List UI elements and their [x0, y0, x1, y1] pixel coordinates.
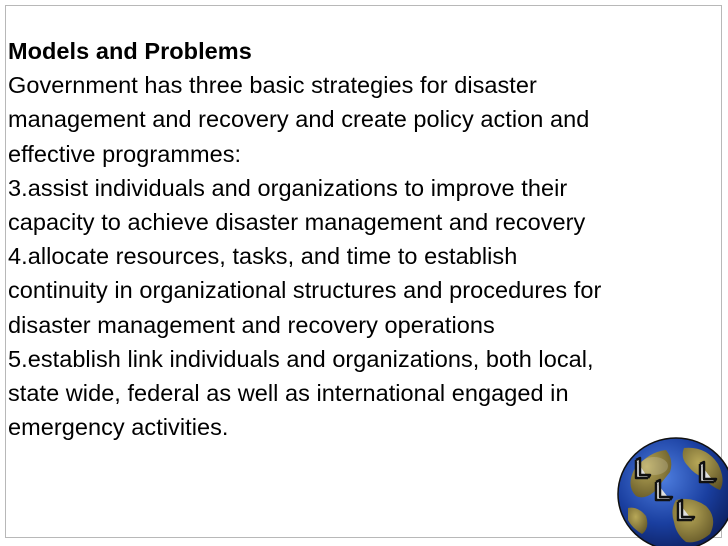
intro-line: management and recovery and create policy action and: [8, 106, 590, 133]
point-4-line: disaster management and recovery operations: [8, 311, 495, 338]
point-4-line: continuity in organizational structures and procedures for: [8, 277, 602, 304]
intro-line: Government has three basic strategies for disaster: [8, 72, 537, 99]
slide-title: Models and Problems: [8, 38, 252, 64]
intro-line: effective programmes:: [8, 140, 242, 167]
globe-graphic: [614, 430, 728, 546]
point-3-line: 3.assist individuals and organizations to improve their: [8, 174, 568, 201]
spinning-globe-icon: [614, 430, 728, 546]
point-5-line: state wide, federal as well as international engaged in: [8, 380, 569, 407]
point-3-line: capacity to achieve disaster management and recovery: [8, 209, 586, 236]
point-4-line: 4.allocate resources, tasks, and time to establish: [8, 243, 518, 270]
point-5-line: emergency activities.: [8, 414, 229, 441]
point-5-line: 5.establish link individuals and organizations, both local,: [8, 345, 594, 372]
slide-body: [8, 34, 724, 444]
